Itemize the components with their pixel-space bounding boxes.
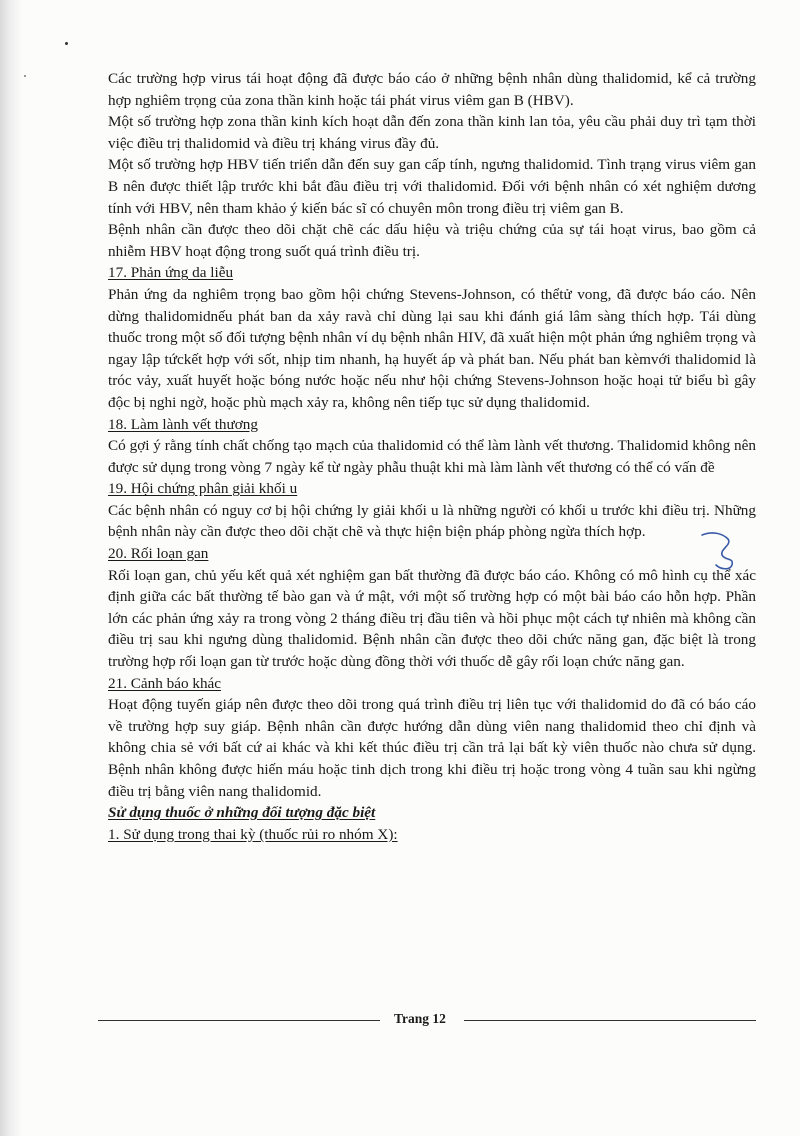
section-heading-liver-disorders: 20. Rối loạn gan bbox=[108, 545, 209, 563]
scan-edge-shadow bbox=[0, 0, 22, 1136]
section-body-other-warnings: Hoạt động tuyến giáp nên được theo dõi trong quá trình điều trị liên tục với thalidomid do đã có báo cáo về trường hợp suy giáp. Bệnh nhân cần được hướng dẫn dùng viên nang thalidomid theo chỉ định và không chia sẻ với bất cứ ai khác và khi kết thúc điều trị cần trả lại bất kỳ viên thuốc nào chưa sử dụng. Bệnh nhân không được hiến máu hoặc tinh dịch trong khi điều trị hoặc trong vòng 4 tuần sau khi ngừng điều trị bằng viên nang thalidomid. bbox=[108, 696, 756, 800]
section-heading-skin-reactions: 17. Phản ứng da liễu bbox=[108, 264, 234, 282]
footer-rule-right bbox=[464, 1020, 756, 1021]
intro-paragraph-3: Một số trường hợp HBV tiến triển dẫn đến suy gan cấp tính, ngưng thalidomid. Tình trạng virus viêm gan B nên được thiết lập trước khi bắt đầu điều trị với thalidomid. Đối với bệnh nhân có xét nghiệm dương tính với HBV, nên tham khảo ý kiến bác sĩ có chuyên môn trong điều trị viêm gan B. bbox=[108, 156, 756, 217]
section-body-tumor-lysis: Các bệnh nhân có nguy cơ bị hội chứng ly giải khối u là những người có khối u trước khi điều trị. Những bệnh nhân này cần được theo dõi chặt chẽ và thực hiện biện pháp phòng ngừa thích hợp. bbox=[108, 501, 756, 541]
page-number: Trang 12 bbox=[394, 1011, 446, 1026]
intro-paragraph-4: Bệnh nhân cần được theo dõi chặt chẽ các dấu hiệu và triệu chứng của sự tái hoạt virus, bao gồm cả nhiễm HBV hoạt động trong suốt quá trình điều trị. bbox=[108, 221, 756, 260]
pregnancy-subheading: 1. Sử dụng trong thai kỳ (thuốc rủi ro nhóm X): bbox=[108, 825, 398, 843]
section-heading-wound-healing: 18. Làm lành vết thương bbox=[108, 415, 258, 433]
intro-paragraph-2: Một số trường hợp zona thần kinh kích hoạt dẫn đến zona thần kinh lan tỏa, yêu cầu phải duy trì tạm thời việc điều trị thalidomid và điều trị kháng virus đầy đủ. bbox=[108, 113, 756, 152]
special-populations-heading: Sử dụng thuốc ở những đối tượng đặc biệt bbox=[108, 804, 376, 822]
scan-speck bbox=[65, 42, 68, 45]
footer-rule-left bbox=[98, 1020, 380, 1021]
section-body-wound-healing: Có gợi ý rằng tính chất chống tạo mạch của thalidomid có thể làm lành vết thương. Thalidomid không nên được sử dụng trong vòng 7 ngày kể từ ngày phẫu thuật khi mà làm lành vết thương có thể có vấn đề bbox=[108, 437, 756, 476]
pen-annotation-mark bbox=[698, 525, 744, 573]
scan-speck bbox=[24, 75, 26, 77]
page-footer bbox=[98, 1011, 756, 1031]
section-body-liver-disorders: Rối loạn gan, chủ yếu kết quả xét nghiệm gan bất thường đã được báo cáo. Không có mô hình cụ thể xác định giữa các bất thường tế bào gan và ứ mật, với một số trường hợp có một bài báo cáo hỗn hợp. Phần lớn các phản ứng xảy ra trong vòng 2 tháng điều trị đầu tiên và hồi phục một cách tự nhiên mà không cần điều trị sau khi ngưng dùng thalidomid. Bệnh nhân cần được theo dõi chức năng gan, đặc biệt là trong trường hợp rối loạn gan từ trước hoặc dùng đồng thời với thuốc dễ gây rối loạn chức năng gan. bbox=[108, 566, 756, 671]
document-body bbox=[108, 68, 756, 845]
section-heading-other-warnings: 21. Cảnh báo khác bbox=[108, 674, 222, 692]
intro-paragraph-1: Các trường hợp virus tái hoạt động đã được báo cáo ở những bệnh nhân dùng thalidomid, kể cả trường hợp nghiêm trọng của zona thần kinh hoặc tái phát virus viêm gan B (HBV). bbox=[108, 70, 756, 109]
section-body-skin-reactions: Phản ứng da nghiêm trọng bao gồm hội chứng Stevens-Johnson, có thểtử vong, đã được báo cáo. Nên dừng thalidomidnếu phát ban da xảy ravà chỉ dùng lại sau khi đánh giá lâm sàng thích hợp. Tái dùng thuốc trong một số đối tượng bệnh nhân ví dụ bệnh nhân HIV, đã xuất hiện một phản ứng nghiêm trọng và ngay lập tứckết hợp với sốt, nhịp tim nhanh, hạ huyết áp và phát ban. Nếu phát ban kèmvới thalidomid là tróc vảy, xuất huyết hoặc bóng nước hoặc nếu như hội chứng Stevens-Johnson hoặc hoại tử biểu bì gây độc bị nghi ngờ, hoặc phù mạch xảy ra, không nên tiếp tục sử dụng thalidomid. bbox=[108, 285, 756, 411]
section-heading-tumor-lysis: 19. Hội chứng phân giải khối u bbox=[108, 480, 298, 498]
